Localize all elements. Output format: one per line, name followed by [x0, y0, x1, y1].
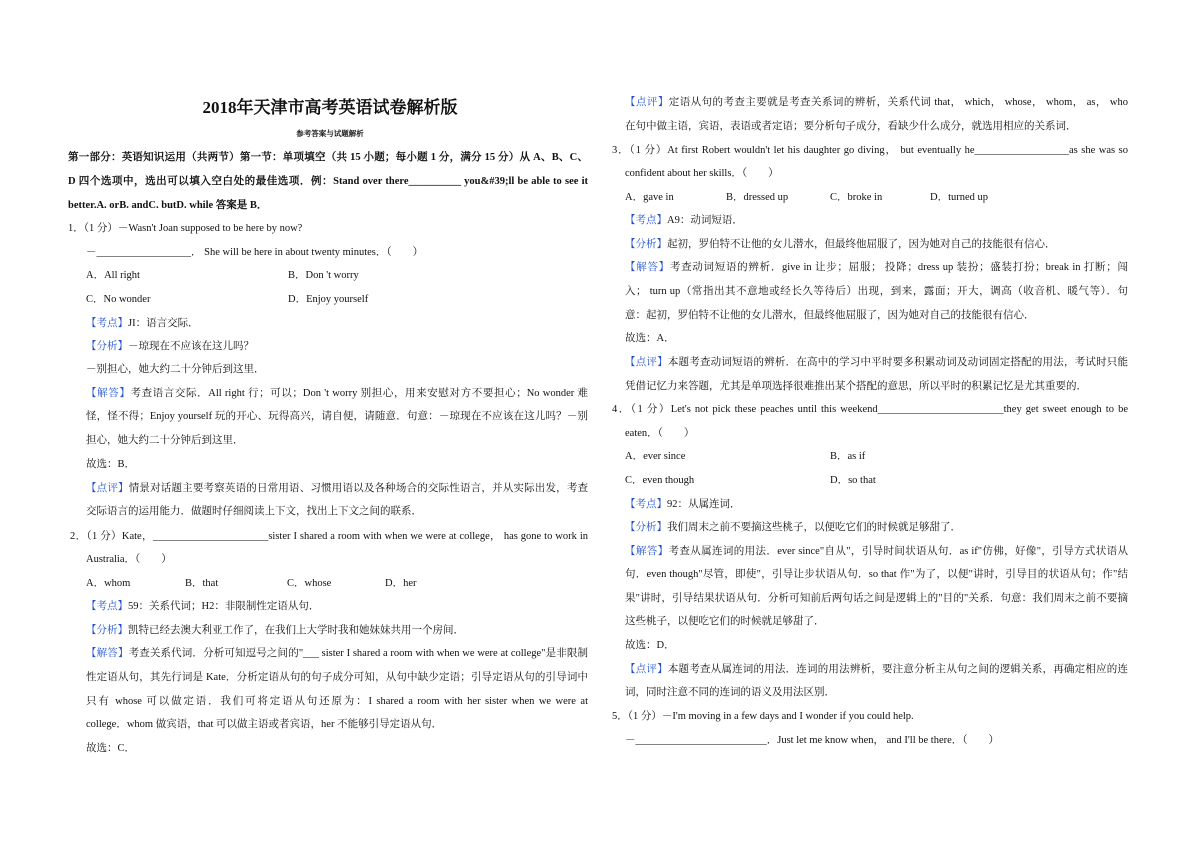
line-text: better.A. orB. andC. butD. while 答案是 B． [68, 200, 268, 211]
right-column-line [625, 380, 1128, 394]
document-title: 2018年天津市高考英语试卷解析版 [202, 98, 458, 117]
right-column-line [612, 403, 1128, 417]
left-column-line [86, 246, 588, 260]
left-column-line [86, 671, 588, 685]
right-column-line [625, 332, 1128, 346]
left-column-line [68, 175, 588, 189]
line-text: eaten．（ ） [625, 428, 695, 439]
section-label: 【分析】 [625, 239, 667, 250]
answer-option: D．her [385, 578, 417, 589]
left-column-line [86, 482, 588, 496]
right-column-line [612, 710, 1128, 724]
right-column-line [625, 639, 1128, 653]
right-column-line [625, 356, 1128, 370]
right-column-line [625, 96, 1128, 110]
section-label: 【点评】 [86, 483, 129, 494]
line-text: 本题考查动词短语的辨析．在高中的学习中平时要多积累动词及动词固定搭配的用法，考试时只能 [667, 357, 1129, 368]
line-text: 只有 whose 可以做定语．我们可将定语从句还原为：I shared a room with her sister when we were at [86, 696, 588, 707]
right-column-line [625, 498, 1128, 512]
line-text: －琼现在不应该在这儿吗？ [128, 341, 254, 352]
left-column-line [86, 505, 588, 519]
line-text: 果"讲时，引导结果状语从句．分析可知前后两句话之间是逻辑上的"目的"关系．句意：我们周末之前不要摘 [625, 593, 1128, 604]
right-column-line [612, 144, 1128, 158]
right-column-line [625, 592, 1128, 606]
line-text: 本题考查从属连词的用法．连词的用法辨析，要注意分析主从句之间的逻辑关系，再确定相应的连 [667, 664, 1129, 675]
right-column-line [625, 309, 1128, 323]
left-column-line [86, 647, 588, 661]
right-column-line [625, 686, 1128, 700]
left-column-line [86, 695, 588, 709]
section-label: 【分析】 [86, 341, 128, 352]
section-label: 【解答】 [86, 388, 131, 399]
line-text: 第一部分：英语知识运用（共两节）第一节：单项填空（共 15 小题；每小题 1 分，满分 15 分）从 A、B、C、 [68, 152, 588, 163]
line-text: 入； turn up（常指出其不意地或经长久等待后）出现，到来，露面；开大，调高（收音机、暖气等）．句 [625, 286, 1128, 297]
line-text: 性定语从句，其先行词是 Kate．分析定语从句的句子成分可知，从句中缺少定语；引导定语从句的引导词中 [86, 672, 588, 683]
answer-option: B．as if [830, 451, 866, 462]
section-label: 【考点】 [625, 215, 667, 226]
left-column-line [86, 600, 588, 614]
section-label: 【点评】 [625, 97, 669, 108]
line-text: 我们周末之前不要摘这些桃子，以便吃它们的时候就足够甜了． [667, 522, 961, 533]
line-text: 凯特已经去澳大利亚工作了，在我们上大学时我和她妹妹共用一个房间． [128, 625, 464, 636]
section-label: 【分析】 [625, 522, 667, 533]
line-text: confident about her skills．（ ） [625, 168, 779, 179]
line-text: 怪，怪不得；Enjoy yourself 玩的开心、玩得高兴，请自便，请随意．句意：－琼现在不应该在这儿吗？－别 [86, 411, 588, 422]
left-column-line [86, 317, 588, 331]
left-column-line [86, 363, 588, 377]
line-text: 考查从属连词的用法．ever since"自从"，引导时间状语从句．as if"仿佛，好像"，引导方式状语从 [668, 546, 1128, 557]
answer-option: A．whom [86, 578, 131, 589]
line-text: 3．（1 分）At first Robert wouldn't let his daughter go diving， but eventually he__________________as she was so [612, 145, 1128, 156]
right-column-line [625, 615, 1128, 629]
line-text: JI：语言交际． [128, 318, 199, 329]
right-column-line [625, 120, 1128, 134]
line-text: 4．（1 分）Let's not pick these peaches until this weekend________________________they get sweet enough to be [612, 404, 1128, 415]
right-column-line [625, 545, 1128, 559]
line-text: －_________________________．Just let me know when， and I'll be there．（ ） [625, 735, 1000, 746]
answer-option: B．dressed up [726, 192, 789, 203]
line-text: －__________________． She will be here in about twenty minutes．（ ） [86, 247, 424, 258]
answer-option: C．whose [287, 578, 332, 589]
section-label: 【点评】 [625, 357, 668, 368]
line-text: 意：起初，罗伯特不让他的女儿潜水，但最终他屈服了，因为她对自己的技能很有信心． [625, 310, 1035, 321]
right-column-line [625, 261, 1128, 275]
section-label: 【考点】 [86, 601, 128, 612]
left-column-line [86, 553, 588, 567]
left-column-line [70, 530, 588, 544]
line-text: 故选：C． [86, 743, 136, 754]
left-column-line [86, 387, 588, 401]
answer-option: D．Enjoy yourself [288, 294, 369, 305]
line-text: 2．（1 分）Kate，______________________sister I shared a room with when we were at college， has gone to work in [70, 531, 588, 542]
right-column-line [625, 734, 1128, 748]
line-text: 92：从属连词． [667, 499, 741, 510]
left-column-line [86, 434, 588, 448]
right-column-line [625, 663, 1128, 677]
right-column-line [625, 285, 1128, 299]
line-text: 交际语言的运用能力．做题时仔细阅读上下文，找出上下文之间的联系． [86, 506, 422, 517]
line-text: 1．（1 分）－Wasn't Joan supposed to be here by now? [68, 223, 303, 234]
answer-option: B．Don 't worry [288, 270, 359, 281]
left-column-line [68, 199, 588, 213]
line-text: 考查关系代词．分析可知逗号之间的"___ sister I shared a room with when we were at college"是非限制 [128, 648, 588, 659]
right-column-line [625, 427, 1128, 441]
line-text: 这些桃子，以便吃它们的时候就足够甜了． [625, 616, 825, 627]
left-column-line [86, 742, 588, 756]
answer-option: C．even though [625, 475, 695, 486]
section-label: 【解答】 [86, 648, 129, 659]
line-text: 担心，她大约二十分钟后到这里． [86, 435, 244, 446]
left-column-line [86, 718, 588, 732]
answer-option: A．gave in [625, 192, 674, 203]
answer-option: C．No wonder [86, 294, 151, 305]
line-text: －别担心，她大约二十分钟后到这里． [86, 364, 265, 375]
line-text: 5．（1 分）－I'm moving in a few days and I wonder if you could help. [612, 711, 914, 722]
section-label: 【解答】 [625, 546, 669, 557]
line-text: Australia．（ ） [86, 554, 172, 565]
line-text: 故选：B． [86, 459, 136, 470]
left-column-line [86, 458, 588, 472]
line-text: 59：关系代词；H2：非限制性定语从句． [128, 601, 320, 612]
left-column-line [86, 340, 588, 354]
section-label: 【考点】 [86, 318, 128, 329]
line-text: 句．even though"尽管，即使"，引导让步状语从句．so that 作"为了，以便"讲时，引导目的状语从句；作"结 [625, 569, 1128, 580]
line-text: 凭借记忆力来答题，尤其是单项选择很难推出某个搭配的意思，所以平时的积累记忆是尤其重要的． [625, 381, 1087, 392]
answer-option: B．that [185, 578, 219, 589]
answer-option: D．turned up [930, 192, 989, 203]
left-column-line [86, 410, 588, 424]
answer-option: A．All right [86, 270, 140, 281]
line-text: college．whom 做宾语，that 可以做主语或者宾语，her 不能够引导定语从句． [86, 719, 443, 730]
right-column-line [625, 568, 1128, 582]
answer-option: A．ever since [625, 451, 686, 462]
answer-option: D．so that [830, 475, 876, 486]
line-text: 词，同时注意不同的连词的语义及用法区别． [625, 687, 835, 698]
section-label: 【解答】 [625, 262, 670, 273]
right-column-line [625, 521, 1128, 535]
line-text: 情景对话题主要考察英语的日常用语、习惯用语以及各种场合的交际性语言，并从实际出发，考查 [128, 483, 589, 494]
line-text: 定语从句的考查主要就是考查关系词的辨析，关系代词 that， which， whose， whom， as， who [668, 97, 1128, 108]
left-column-line [68, 151, 588, 165]
answer-option: C．broke in [830, 192, 883, 203]
line-text: D 四个选项中，选出可以填入空白处的最佳选项．例：Stand over there__________ you&#39;ll be able to see it [68, 176, 588, 187]
line-text: 考查动词短语的辨析．give in 让步；屈服； 投降；dress up 装扮；盛装打扮；break in 打断；闯 [669, 262, 1128, 273]
section-label: 【分析】 [86, 625, 128, 636]
document-subtitle: 参考答案与试题解析 [296, 129, 364, 138]
left-column-line [86, 624, 588, 638]
right-column-line [625, 238, 1128, 252]
line-text: 故选：A． [625, 333, 675, 344]
line-text: A9：动词短语． [667, 215, 743, 226]
line-text: 在句中做主语，宾语，表语或者定语；要分析句子成分，看缺少什么成分，就选用相应的关系词． [625, 121, 1077, 132]
left-column-line [68, 222, 588, 236]
section-label: 【考点】 [625, 499, 667, 510]
section-label: 【点评】 [625, 664, 668, 675]
line-text: 起初，罗伯特不让他的女儿潜水，但最终他屈服了，因为她对自己的技能很有信心． [667, 239, 1056, 250]
line-text: 考查语言交际．All right 行；可以；Don 't worry 别担心，用来安慰对方不要担心；No wonder 难 [130, 388, 588, 399]
right-column-line [625, 167, 1128, 181]
line-text: 故选：D． [625, 640, 675, 651]
right-column-line [625, 214, 1128, 228]
